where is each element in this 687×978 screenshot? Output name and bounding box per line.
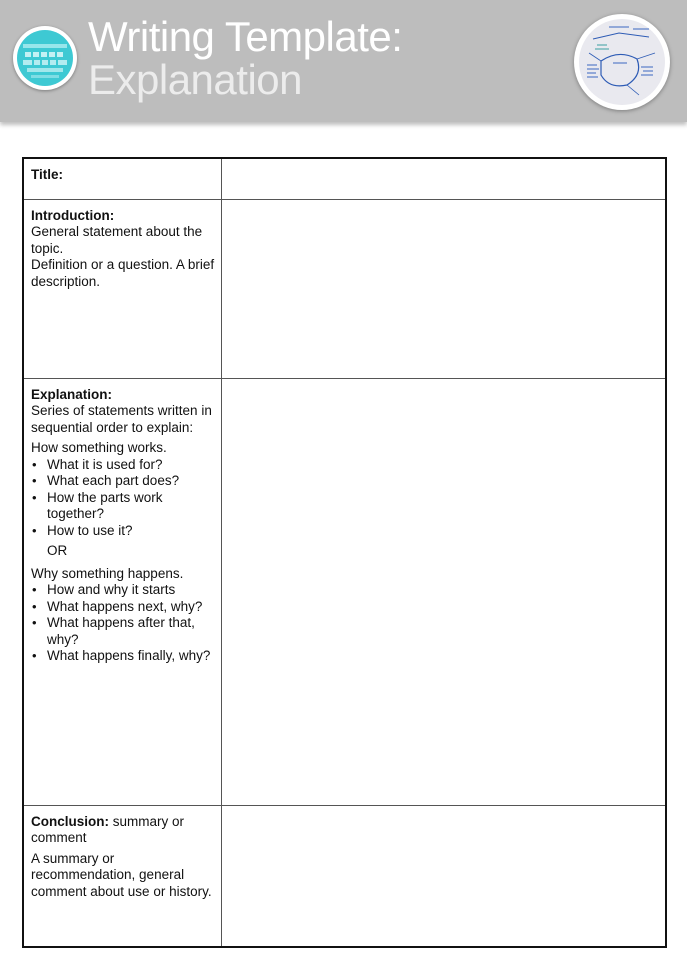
explanation-template-table: [22, 157, 667, 948]
conclusion-heading-line: [31, 814, 215, 847]
conclusion-line1: A summary or recommendation, general comment about use or history.: [31, 850, 212, 899]
explanation-label-cell: [23, 378, 221, 805]
list-item: • How to use it?: [31, 523, 215, 540]
list-item: • What happens next, why?: [31, 599, 215, 616]
explanation-intro: Series of statements written in sequential order to explain:: [31, 403, 212, 435]
page-header: [0, 0, 687, 122]
explanation-row: [23, 378, 666, 805]
conclusion-heading: Conclusion:: [31, 813, 109, 829]
title-answer-cell[interactable]: [221, 158, 666, 199]
title-label-cell: [23, 158, 221, 199]
introduction-label-cell: [23, 199, 221, 378]
list-item: • How and why it starts: [31, 582, 215, 599]
title-label: Title:: [31, 167, 64, 182]
list-item: • What it is used for?: [31, 457, 215, 474]
conclusion-row: [23, 805, 666, 947]
list-item: • How the parts work together?: [31, 490, 215, 523]
header-title-line1: Writing Template:: [88, 13, 403, 60]
list-item: • What happens finally, why?: [31, 648, 215, 665]
conclusion-answer-cell[interactable]: [221, 805, 666, 947]
header-title-line2: Explanation: [88, 56, 302, 103]
happens-list: [31, 582, 215, 665]
mind-map-sketch-icon: [579, 19, 665, 105]
writing-template-logo: [13, 26, 77, 90]
introduction-heading: Introduction:: [31, 207, 115, 223]
introduction-line1: General statement about the topic.: [31, 224, 203, 256]
list-item: • What happens after that, why?: [31, 615, 215, 648]
list-item: • What each part does?: [31, 473, 215, 490]
happens-heading: Why something happens.: [31, 565, 184, 581]
explanation-heading: Explanation:: [31, 386, 113, 402]
mind-map-photo: [574, 14, 670, 110]
title-row: [23, 158, 666, 199]
works-list: [31, 457, 215, 540]
conclusion-label-cell: [23, 805, 221, 947]
or-separator: OR: [47, 543, 68, 558]
introduction-row: [23, 199, 666, 378]
explanation-answer-cell[interactable]: [221, 378, 666, 805]
keyboard-pattern-icon: [17, 30, 73, 86]
conclusion-heading-rest: summary or comment: [31, 813, 185, 845]
introduction-line2: Definition or a question. A brief description.: [31, 257, 215, 289]
works-heading: How something works.: [31, 440, 167, 455]
introduction-answer-cell[interactable]: [221, 199, 666, 378]
